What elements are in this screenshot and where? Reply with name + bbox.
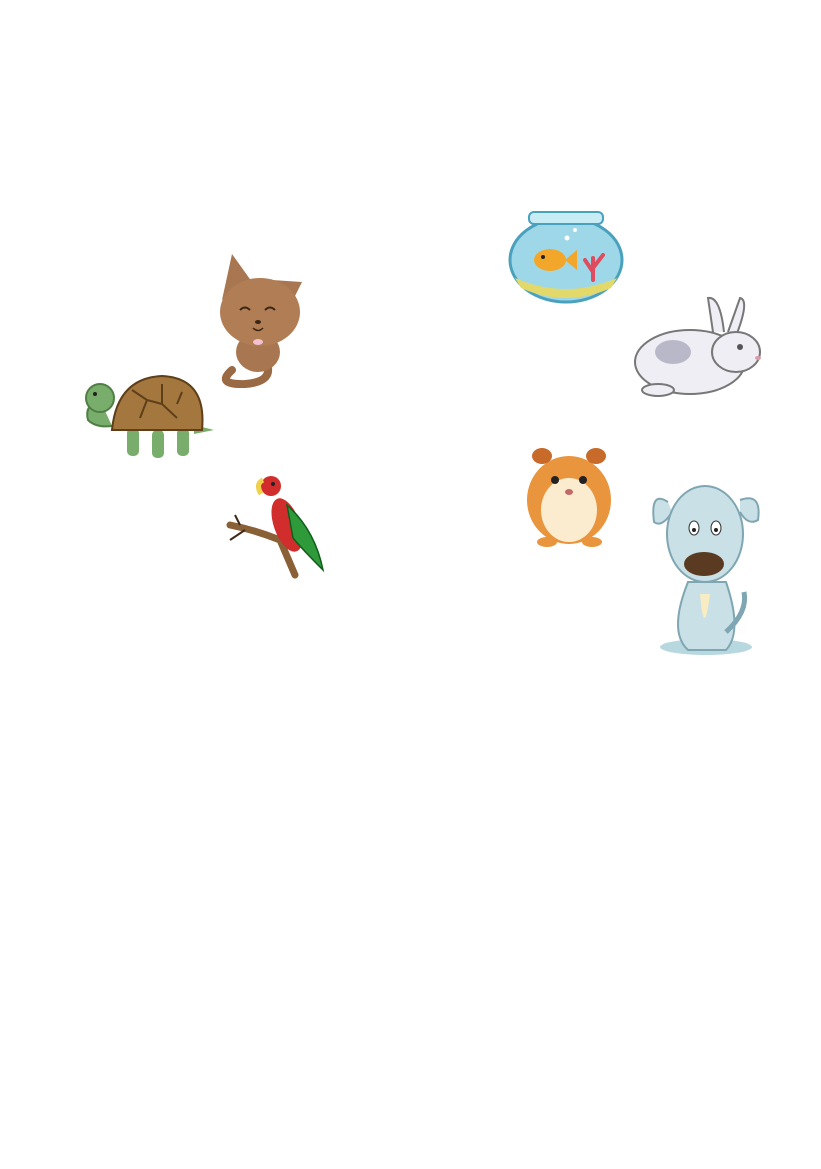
hamster-picture — [522, 438, 617, 548]
page-title — [345, 58, 485, 148]
turtle-picture — [82, 370, 217, 462]
rabbit-picture — [628, 292, 768, 402]
fishbowl-picture — [505, 210, 627, 305]
dog-picture — [648, 482, 764, 657]
cat-picture — [210, 250, 310, 390]
parrot-picture — [225, 470, 330, 580]
